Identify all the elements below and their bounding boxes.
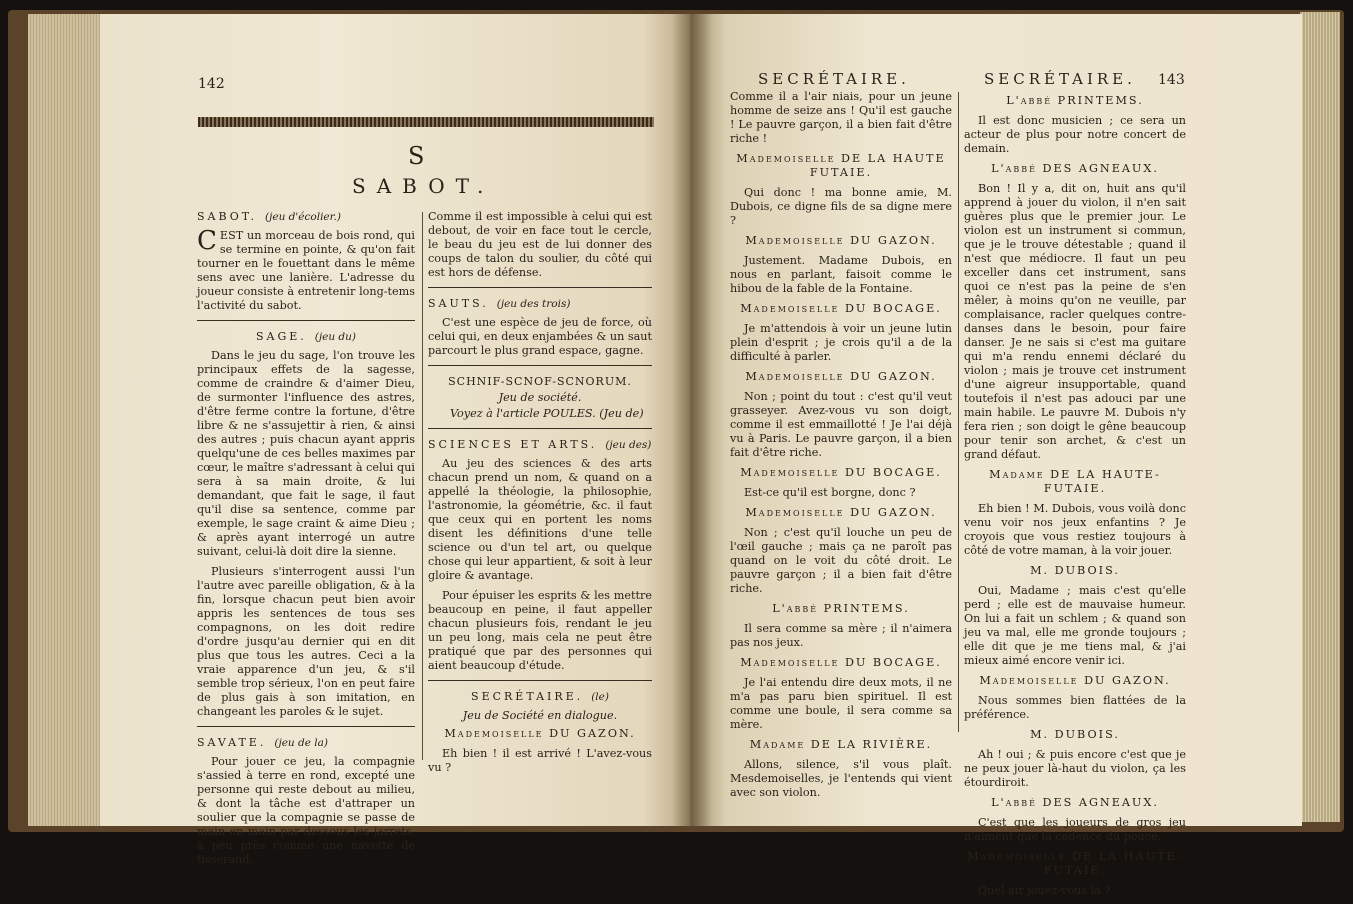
- divider: [197, 320, 415, 321]
- dialogue-text: Je l'ai entendu dire deux mots, il ne m'a pas paru bien spirituel. Il est comme une boule, il sera comme sa mère.: [730, 676, 952, 731]
- column-rule: [958, 92, 959, 732]
- entry-text: Comme il est impossible à celui qui est debout, de voir en face tout le cercle, le beau du jeu est de lui donner des coups de talon du soulier, du côté qui est hors de défense.: [428, 210, 652, 279]
- cross-reference: Voyez à l'article POULES. (Jeu de): [450, 407, 644, 420]
- entry-text: CEST un morceau de bois rond, qui se termine en pointe, & qu'on fait tourner en le fouettant dans le même sens avec une lanière. L'adresse du joueur consiste à entretenir long-tems l'activité du sabot.: [197, 226, 415, 312]
- speaker-label: Mademoiselle DU GAZON.: [979, 674, 1171, 687]
- divider: [428, 428, 652, 429]
- dialogue-text: Non ; point du tout : c'est qu'il veut grasseyer. Avez-vous vu son doigt, comme il est emmaillotté ! Je l'ai déjà vu à Paris. Le pauvre garçon, il a bien fait d'être riche.: [730, 390, 952, 459]
- entry-text: C'est une espèce de jeu de force, où celui qui, en deux enjambées & un saut parcourt le plus grand espace, gagne.: [428, 316, 652, 357]
- right-column-1: [730, 90, 952, 806]
- entry-heading: SAGE. (jeu du): [255, 330, 357, 343]
- entry-heading: SCIENCES ET ARTS. (jeu des): [428, 438, 652, 451]
- speaker-label: Mademoiselle DU GAZON.: [444, 727, 636, 740]
- dialogue-text: Il est donc musicien ; ce sera un acteur de plus pour notre concert de demain.: [964, 114, 1186, 155]
- entry-subtitle: Jeu de société.: [498, 391, 582, 404]
- speaker-label: L'abbé DES AGNEAUX.: [991, 162, 1159, 175]
- entry-heading: SAUTS. (jeu des trois): [428, 297, 571, 310]
- right-page-edges: [1300, 12, 1340, 822]
- right-column-2: [964, 90, 1186, 904]
- dialogue-text: Comme il a l'air niais, pour un jeune homme de seize ans ! Qu'il est gauche ! Le pauvre garçon, il a bien fait d'être riche !: [730, 90, 952, 145]
- dialogue-text: Eh bien ! il est arrivé ! L'avez-vous vu ?: [428, 747, 652, 774]
- divider: [428, 287, 652, 288]
- dialogue-text: Allons, silence, s'il vous plaît. Mesdemoiselles, je l'entends qui vient avec son violon.: [730, 758, 952, 799]
- section-title: SABOT.: [352, 174, 495, 198]
- speaker-label: Mademoiselle DE LA HAUTE-FUTAIE.: [967, 850, 1183, 877]
- speaker-label: Mademoiselle DU BOCAGE.: [740, 656, 942, 669]
- entry-text: Au jeu des sciences & des arts chacun prend un nom, & quand on a appellé la théologie, la philosophie, l'astronomie, la géométrie, &c. il faut que ceux qui en portent les noms disent les définitions d'une telle science ou d'un tel art, ou quelque chose qui leur appartient, & soit à leur gloire & avantage.: [428, 457, 652, 582]
- speaker-label: Mademoiselle DU GAZON.: [745, 370, 937, 383]
- speaker-label: L'abbé PRINTEMS.: [772, 602, 910, 615]
- speaker-label: Mademoiselle DU GAZON.: [745, 506, 937, 519]
- column-rule: [422, 212, 423, 760]
- entry-text: Plusieurs s'interrogent aussi l'un l'autre avec pareille obligation, & à la fin, lorsque chacun peut bien avoir appris les sentences de tous ses compagnons, on les doit redire d'ordre jusqu'au dernier qui en dit plus que tous les autres. Ceci a la vraie apparence d'un jeu, & s'il semble trop sérieux, l'on en peut faire de plus gais à son imitation, en changeant les paroles & le sujet.: [197, 565, 415, 718]
- page-number-right: 143: [1158, 72, 1185, 88]
- dialogue-text: Est-ce qu'il est borgne, donc ?: [744, 486, 916, 499]
- dialogue-text: C'est que les joueurs de gros jeu n'aiment que la cadence du pouce.: [964, 816, 1186, 843]
- running-head-left: SECRÉTAIRE.: [758, 70, 910, 88]
- dialogue-text: Quel air jouez-vous là ?: [978, 884, 1111, 897]
- speaker-label: Madame DE LA RIVIÈRE.: [749, 738, 933, 751]
- running-head-right: SECRÉTAIRE.: [984, 70, 1136, 88]
- dialogue-text: Nous sommes bien flattées de la préférence.: [964, 694, 1186, 721]
- dialogue-text: Non ; c'est qu'il louche un peu de l'œil gauche ; mais ça ne paroît pas quand on le voit du côté droit. Le pauvre garçon ; il a bien fait d'être riche.: [730, 526, 952, 595]
- dialogue-text: Eh bien ! M. Dubois, vous voilà donc venu voir nos jeux enfantins ? Je croyois que vous restiez toujours à côté de votre maman, à la voir jouer.: [964, 502, 1186, 557]
- dialogue-text: Justement. Madame Dubois, en nous en parlant, faisoit comme le hibou de la fable de la Fontaine.: [730, 254, 952, 295]
- left-column-1: [197, 210, 415, 873]
- entry-text: Pour épuiser les esprits & les mettre beaucoup en peine, il faut appeller chacun plusieurs fois, rendant le jeu un peu long, mais cela ne peut être pratiqué que par des personnes qui aient beaucoup d'étude.: [428, 589, 652, 672]
- speaker-label: Mademoiselle DE LA HAUTE FUTAIE.: [736, 152, 946, 179]
- dialogue-text: Je m'attendois à voir un jeune lutin plein d'esprit ; je crois qu'il a de la difficulté à parler.: [730, 322, 952, 363]
- dialogue-text: Qui donc ! ma bonne amie, M. Dubois, ce digne fils de sa digne mere ?: [730, 186, 952, 227]
- speaker-label: Mademoiselle DU BOCAGE.: [740, 302, 942, 315]
- dialogue-text: Oui, Madame ; mais c'est qu'elle perd ; elle est de mauvaise humeur. On lui a fait un schlem ; & quand son jeu va mal, elle me gronde toujours ; elle dit que je me tiens mal, & j'ai mieux aimé encore venir ici.: [964, 584, 1186, 667]
- dialogue-text: Ah ! oui ; & puis encore c'est que je ne peux jouer là-haut du violon, ça les étourdiroit.: [964, 748, 1186, 789]
- entry-heading: SCHNIF-SCNOF-SCNORUM.: [448, 375, 632, 388]
- entry-text: Pour jouer ce jeu, la compagnie s'assied à terre en rond, excepté une personne qui reste debout au milieu, & dont la tâche est d'attraper un soulier que la compagnie se passe de main en main par dessous les jarrets, à peu près comme une navette de tisserand.: [197, 755, 415, 866]
- left-page: [100, 14, 690, 866]
- divider: [197, 726, 415, 727]
- speaker-label: Mademoiselle DU BOCAGE.: [740, 466, 942, 479]
- entry-heading: SAVATE. (jeu de la): [197, 736, 328, 749]
- letter-heading: S: [408, 142, 425, 170]
- page-number-left: 142: [198, 76, 225, 92]
- speaker-label: Mademoiselle DU GAZON.: [745, 234, 937, 247]
- speaker-label: L'abbé PRINTEMS.: [1006, 94, 1144, 107]
- ornamental-band: [198, 117, 654, 127]
- right-page: [690, 14, 1302, 897]
- divider: [428, 680, 652, 681]
- speaker-label: Madame DE LA HAUTE-FUTAIE.: [989, 468, 1161, 495]
- book-gutter: [672, 14, 712, 826]
- entry-heading: SABOT. (jeu d'écolier.): [197, 210, 341, 223]
- dialogue-text: Bon ! Il y a, dit on, huit ans qu'il apprend à jouer du violon, il n'en sait guères plus que le premier jour. Le violon est un instrument si commun, que je le trouve détestable ; quand il n'est que médiocre. Il faut un peu exceller dans cet instrument, sans quoi ce n'est pas la peine de s'en mêler, à moins qu'on ne veuille, par complaisance, racler quelques contre-danses dans le besoin, pour faire danser. Je ne sais si c'est ma guitare qui m'a rendu ennemi déclaré du violon ; mais je trouve cet instrument d'une aigreur insupportable, quand toutefois il n'est pas adouci par une main habile. Le pauvre M. Dubois n'y fera rien ; son doigt le gêne beaucoup pour tenir son archet, & c'est un grand défaut.: [964, 182, 1186, 461]
- speaker-label: L'abbé DES AGNEAUX.: [991, 796, 1159, 809]
- entry-subtitle: Jeu de Société en dialogue.: [462, 709, 618, 722]
- dialogue-text: Il sera comme sa mère ; il n'aimera pas nos jeux.: [730, 622, 952, 649]
- divider: [428, 365, 652, 366]
- entry-text: Dans le jeu du sage, l'on trouve les principaux effets de la sagesse, comme de craindre & d'aimer Dieu, de surmonter l'influence des astres, d'être ferme contre la fortune, d'être libre & ne s'assujettir à rien, & ainsi des autres ; puis chacun ayant appris quelqu'une de ces belles maximes par cœur, le maître s'adressant à celui qui sera à sa main droite, & lui demandant, que fait le sage, il faut qu'il dise sa sentence, comme par exemple, le sage craint & aime Dieu ; & après ayant interrogé un autre suivant, celui-là doit dire la sienne.: [197, 349, 415, 558]
- speaker-label: M. DUBOIS.: [1030, 728, 1120, 741]
- speaker-label: M. DUBOIS.: [1030, 564, 1120, 577]
- left-column-2: [428, 210, 652, 781]
- entry-heading: SECRÉTAIRE. (le): [471, 690, 609, 703]
